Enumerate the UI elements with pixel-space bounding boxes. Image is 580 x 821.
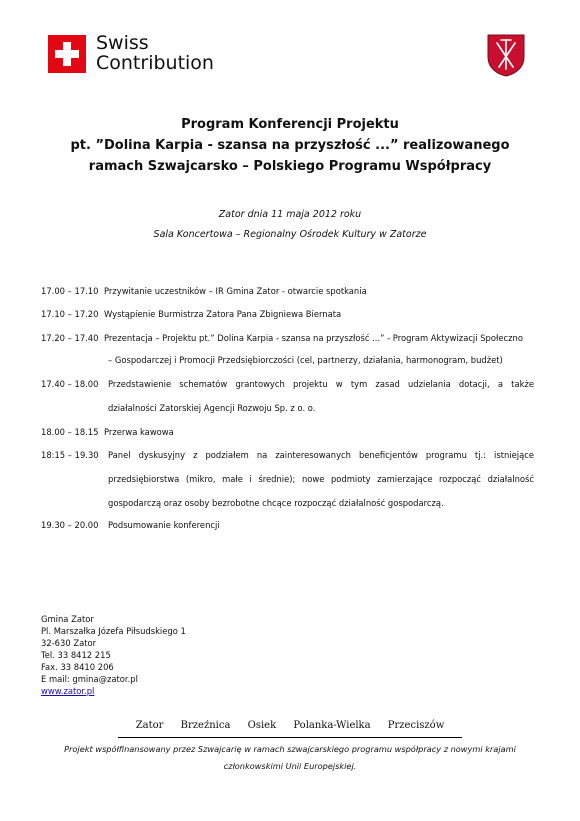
zator-crest-icon [486,33,526,77]
agenda-text: Prezentacja – Projektu pt.” Dolina Karpia - szansa na przyszłość ...” - Program Aktywizacji Społeczno [104,333,523,343]
brand-line-1: Swiss [96,32,149,54]
agenda-time: 17.10 – 17.20 [41,309,99,319]
agenda-text: działalności Zatorskiej Agencji Rozwoju Sp. z o. o. [108,403,316,413]
town-name: Brzeźnica [180,720,231,731]
town-name: Przeciszów [387,720,445,731]
swiss-flag-logo [48,35,86,73]
town-name: Polanka-Wielka [293,720,371,731]
title-line-3: ramach Szwajcarsko – Polskiego Programu Współpracy [88,159,492,174]
brand-line-2: Contribution [96,52,214,74]
footer-divider [118,737,462,738]
conference-title [40,114,540,177]
agenda-time: 17.40 – 18.00 [41,379,99,389]
town-name: Osiek [247,720,277,731]
agenda-time: 19.30 – 20.00 [41,520,99,530]
agenda-text: Panel dyskusyjny z podziałem na zainteresowanych beneficjentów programu tj.: istniejące [108,450,534,460]
cofinancing-line-1: Projekt współfinansowany przez Szwajcarię w ramach szwajcarskiego programu współpracy z nowymi krajami [64,744,516,754]
event-details [40,205,540,245]
website-link[interactable]: www.zator.pl [41,686,95,696]
agenda-time: 17.20 – 17.40 [41,333,99,343]
address-postal: 32-630 Zator [41,638,97,648]
agenda-text: Przedstawienie schematów grantowych projektu w tym zasad udzielania dotacji, a także [108,379,534,389]
agenda-text: gospodarczą oraz osoby bezrobotne chcące rozpocząć działalność gospodarczą. [108,498,444,508]
agenda-time: 17.00 – 17.10 [41,286,99,296]
agenda-text: Podsumowanie konferencji [108,520,220,530]
agenda-text: – Gospodarczej i Promocji Przedsiębiorczości (cel, partnerzy, działania, harmonogram, budżet) [108,355,503,365]
address-email: E mail: gmina@zator.pl [41,674,138,684]
event-venue: Sala Koncertowa – Regionalny Ośrodek Kultury w Zatorze [153,229,427,240]
town-name: Zator [135,720,164,731]
agenda-time: 18:15 – 19.30 [41,450,99,460]
address-tel: Tel. 33 8412 215 [41,650,111,660]
swiss-contribution-wordmark [96,33,214,73]
event-date-place: Zator dnia 11 maja 2012 roku [218,209,362,220]
agenda-time: 18.00 – 18.15 [41,427,99,437]
agenda-text: przedsiębiorstwa (mikro, małe i średnie); nowe podmioty zamierzające rozpocząć działalność [108,474,534,484]
address-name: Gmina Zator [41,614,94,624]
address-street: Pl. Marszałka Józefa Piłsudskiego 1 [41,626,186,636]
swiss-cross-horizontal [55,50,79,58]
agenda-text: Wystąpienie Burmistrza Zatora Pana Zbigniewa Biernata [104,309,342,319]
cofinancing-line-2: członkowskimi Unii Europejskiej. [223,761,357,771]
agenda-text: Przerwa kawowa [104,427,174,437]
address-fax: Fax. 33 8410 206 [41,662,114,672]
partner-towns [0,720,580,731]
title-line-2: pt. ”Dolina Karpia - szansa na przyszłość ...” realizowanego [70,138,510,153]
cofinancing-note [30,741,550,775]
agenda-text: Przywitanie uczestników – IR Gmina Zator - otwarcie spotkania [104,286,367,296]
title-line-1: Program Konferencji Projektu [181,117,399,132]
contact-address [41,613,186,697]
